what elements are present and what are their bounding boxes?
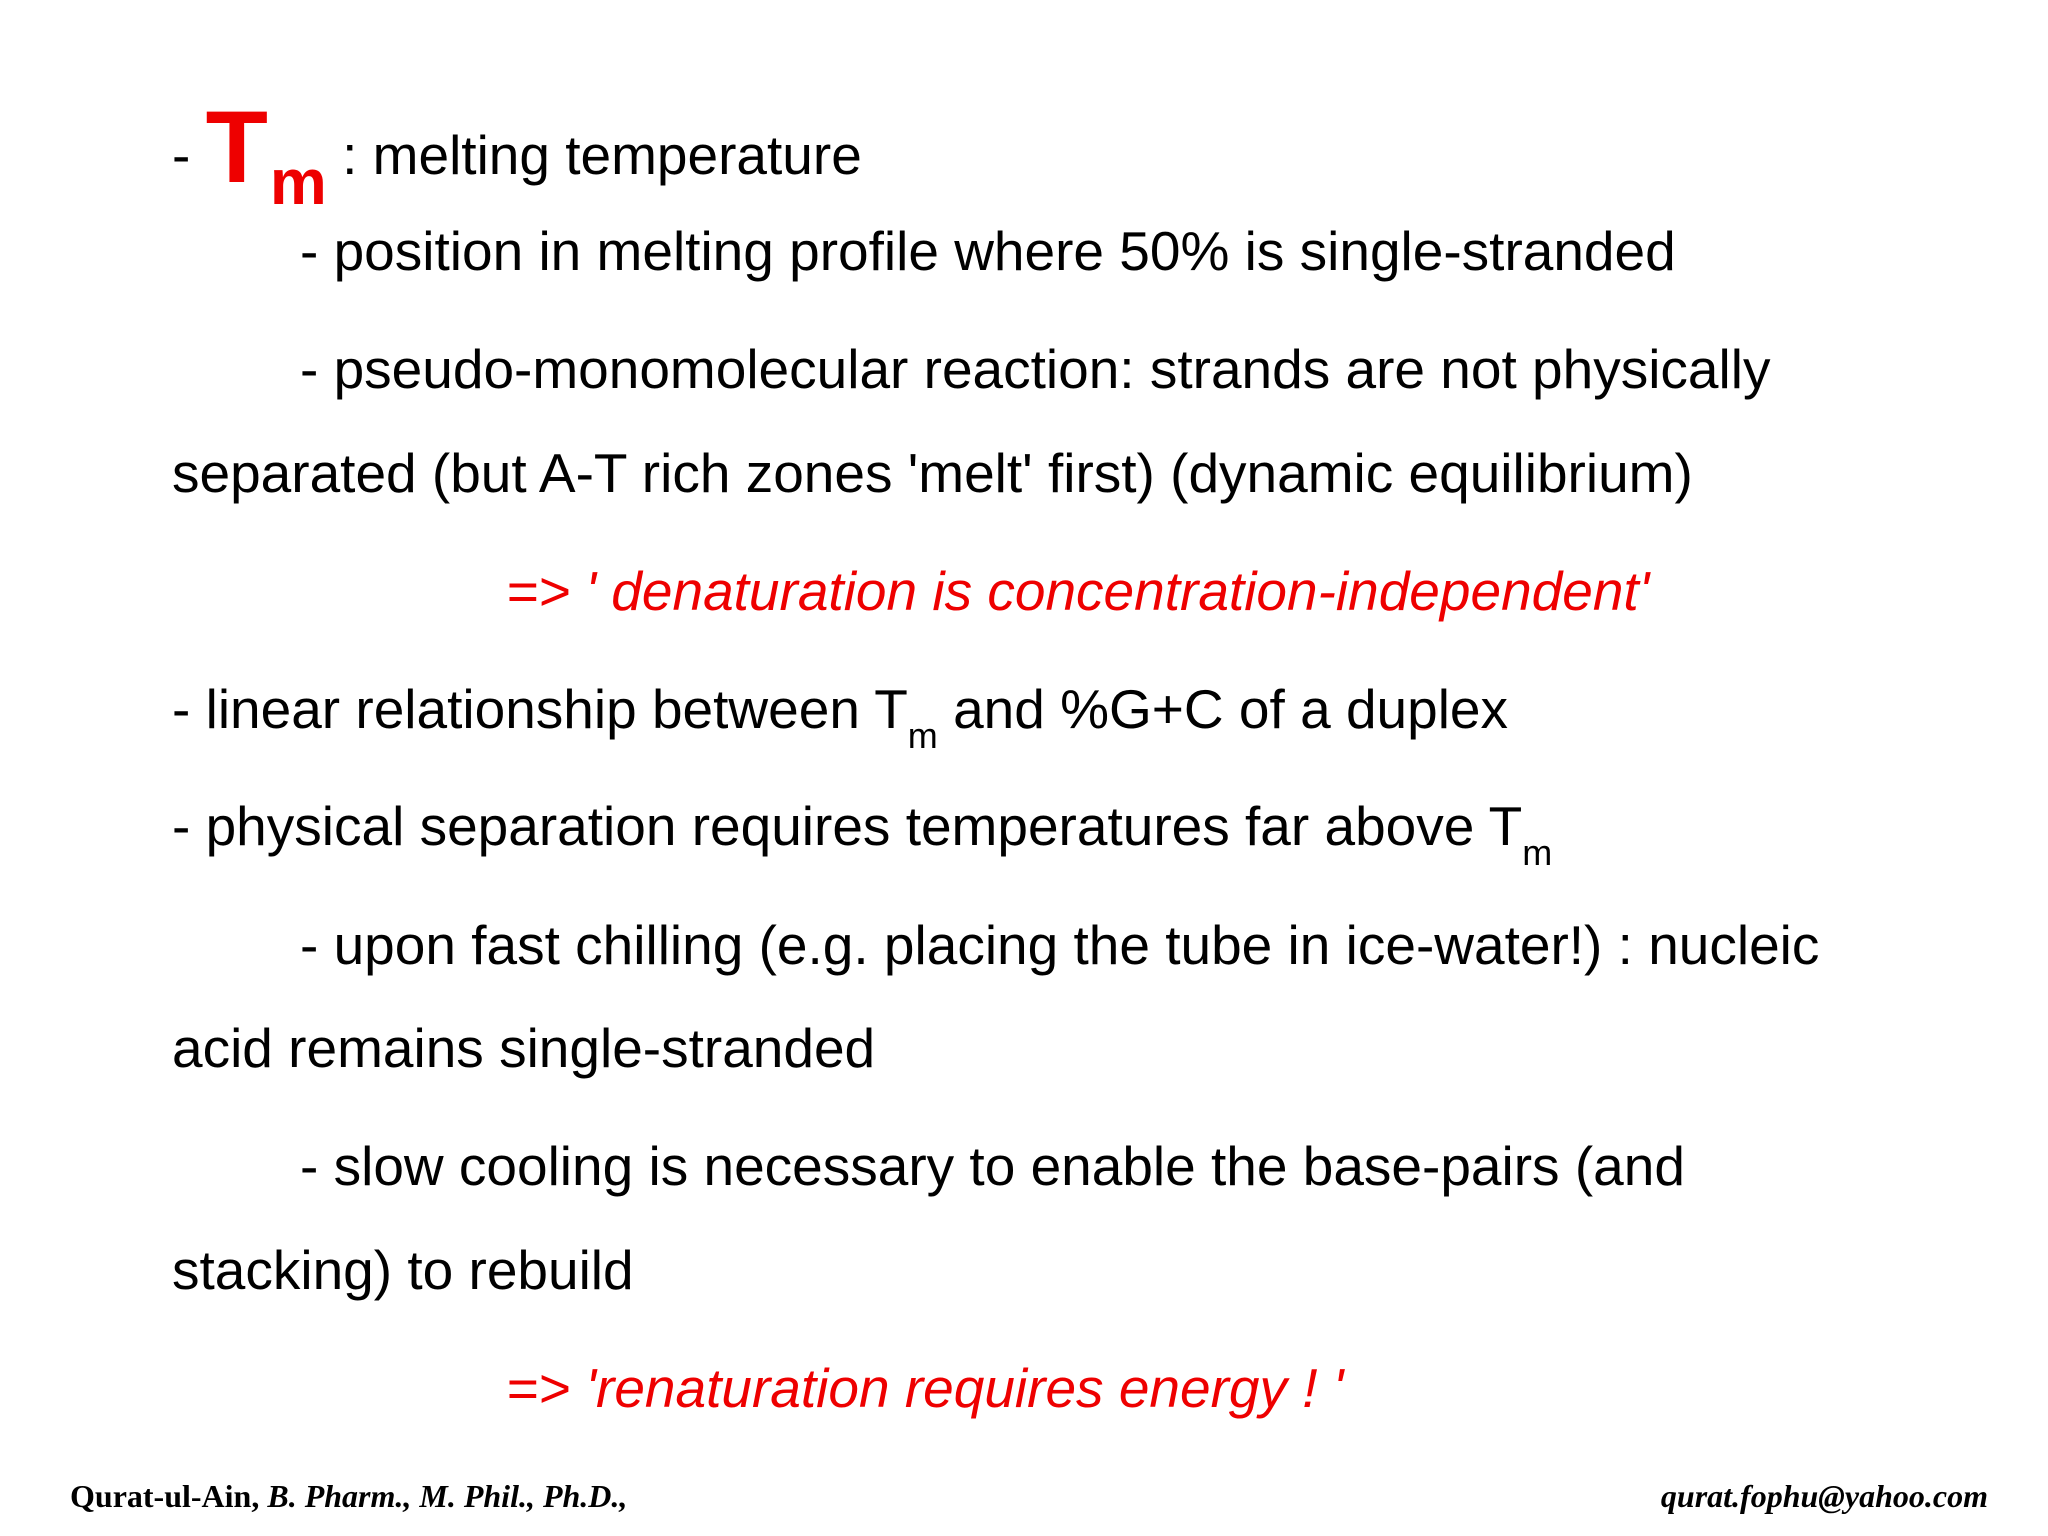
bullet-physical-separation [172,793,1553,873]
bullet-slow-cooling: - slow cooling is necessary to enable the base-pairs (and [300,1135,1685,1197]
bullet-fast-chilling: - upon fast chilling (e.g. placing the tube in ice-water!) : nucleic [300,914,1820,976]
heading-line [172,88,862,218]
bullet-linear-relationship [172,676,1509,756]
bullet-position-in-profile: - position in melting profile where 50% is single-stranded [300,220,1676,282]
conclusion-renaturation: => 'renaturation requires energy ! ' [506,1357,1344,1419]
physical-separation-text: - physical separation requires temperatures far above T [172,795,1523,857]
footer-author [70,1478,627,1515]
conclusion-denaturation: => ' denaturation is concentration-independent' [506,560,1650,622]
bullet-fast-chilling-cont: acid remains single-stranded [172,1017,876,1079]
linear-relationship-text-b: and %G+C of a duplex [937,678,1509,740]
bullet-pseudo-monomolecular-cont: separated (but A-T rich zones 'melt' first) (dynamic equilibrium) [172,442,1693,504]
footer-email: qurat.fophu@yahoo.com [1660,1478,1988,1514]
author-credentials: B. Pharm., M. Phil., Ph.D., [259,1478,628,1514]
tm-symbol-subscript: m [269,146,327,218]
bullet-pseudo-monomolecular: - pseudo-monomolecular reaction: strands are not physically [300,338,1771,400]
tm-subscript: m [907,715,938,756]
bullet-slow-cooling-cont: stacking) to rebuild [172,1239,634,1301]
author-name: Qurat-ul-Ain, [70,1478,260,1514]
tm-symbol: T [205,90,268,204]
heading-dash: - [172,124,191,186]
tm-subscript: m [1522,832,1553,873]
heading-text: : melting temperature [342,124,862,186]
linear-relationship-text-a: - linear relationship between T [172,678,908,740]
